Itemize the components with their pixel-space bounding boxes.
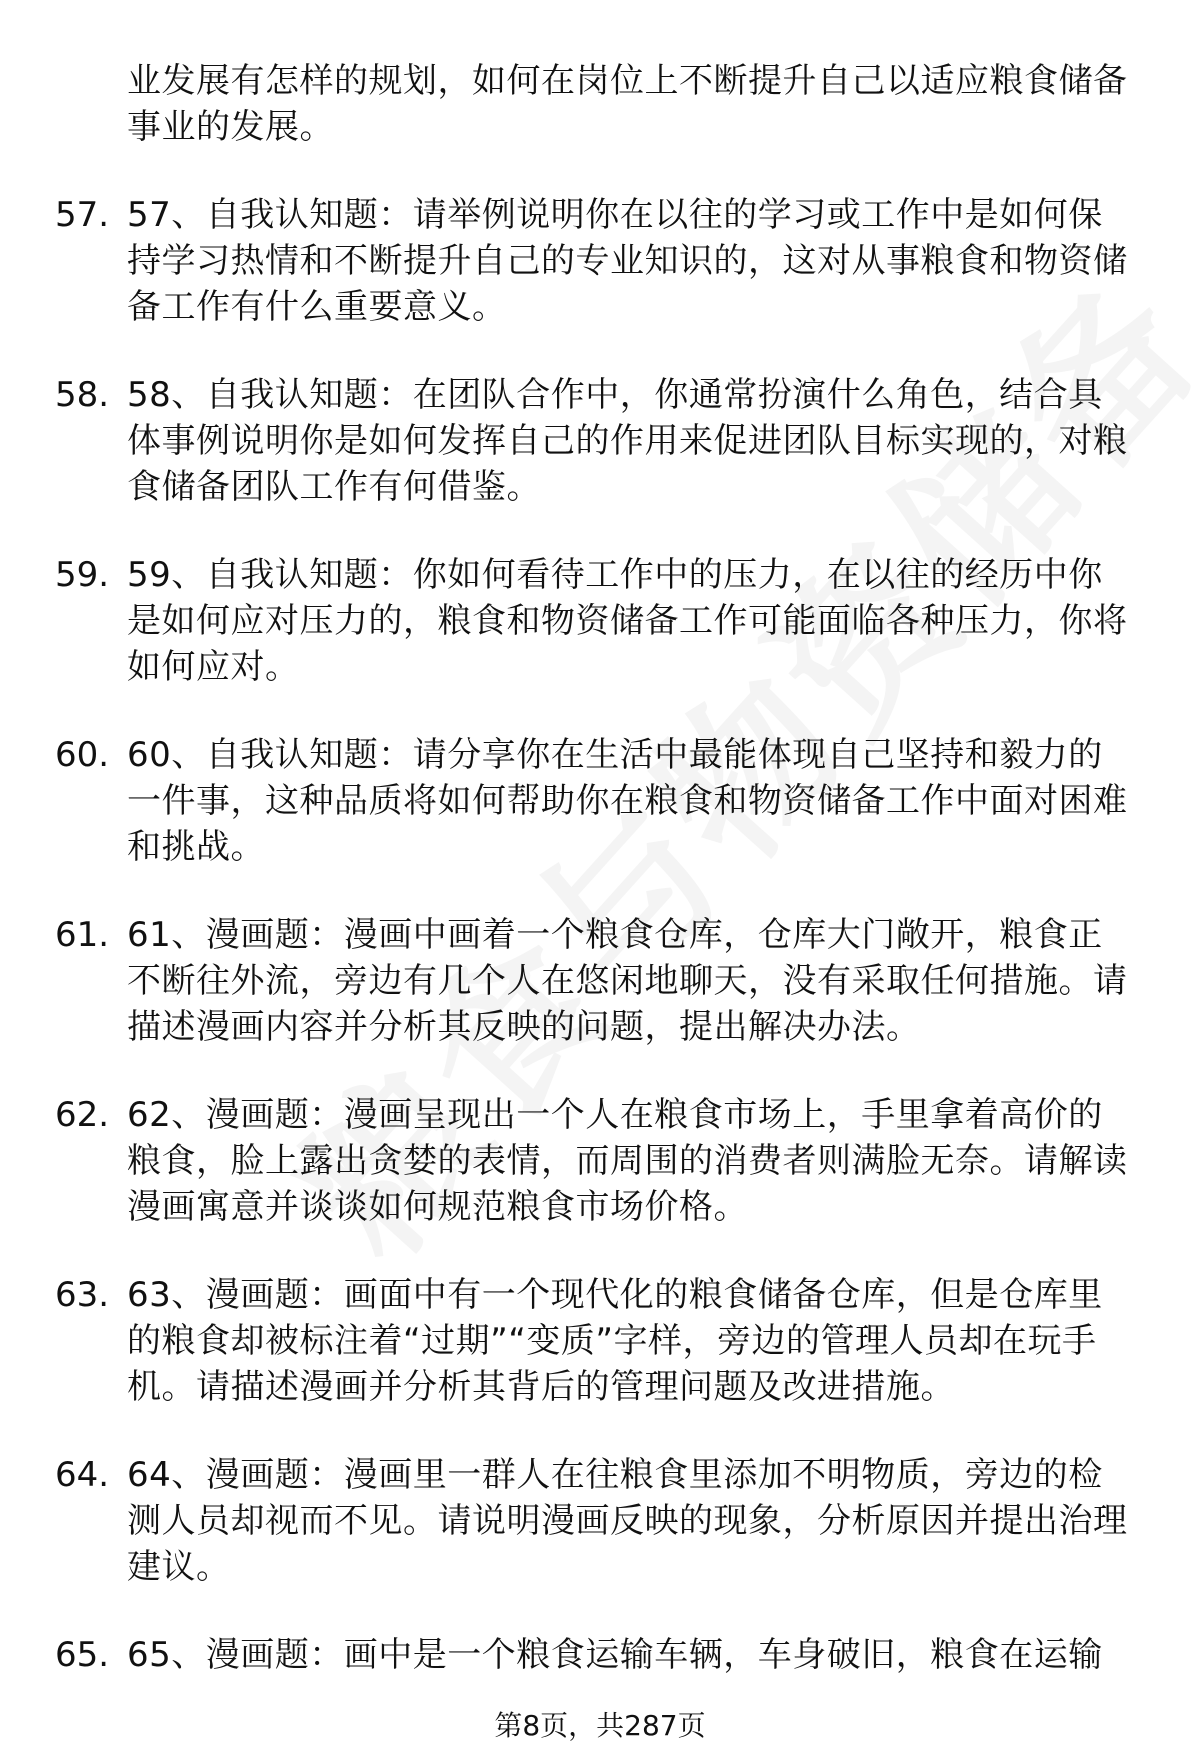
item-number: 60. — [55, 735, 110, 775]
item-text: 65、漫画题：画中是一个粮食运输车辆，车身破旧，粮食在运输 — [127, 1635, 1103, 1675]
item-number: 57. — [55, 195, 110, 235]
list-item — [0, 58, 1200, 150]
list-item — [0, 192, 1200, 330]
list-item — [0, 1632, 1200, 1678]
item-text: 63、漫画题：画面中有一个现代化的粮食储备仓库，但是仓库里的粮食却被标注着“过期”“变质”字样，旁边的管理人员却在玩手机。请描述漫画并分析其背后的管理问题及改进措施。 — [127, 1275, 1103, 1407]
item-text: 60、自我认知题：请分享你在生活中最能体现自己坚持和毅力的一件事，这种品质将如何帮助你在粮食和物资储备工作中面对困难和挑战。 — [127, 735, 1128, 867]
item-text: 61、漫画题：漫画中画着一个粮食仓库，仓库大门敞开，粮食正不断往外流，旁边有几个人在悠闲地聊天，没有采取任何措施。请描述漫画内容并分析其反映的问题，提出解决办法。 — [127, 915, 1128, 1047]
page-number-footer: 第8页，共287页 — [494, 1709, 706, 1742]
list-item — [0, 372, 1200, 510]
item-number: 65. — [55, 1635, 110, 1675]
item-number: 63. — [55, 1275, 110, 1315]
item-text: 59、自我认知题：你如何看待工作中的压力，在以往的经历中你是如何应对压力的，粮食和物资储备工作可能面临各种压力，你将如何应对。 — [127, 555, 1128, 687]
list-item — [0, 1272, 1200, 1410]
item-number: 64. — [55, 1455, 110, 1495]
item-text: 57、自我认知题：请举例说明你在以往的学习或工作中是如何保持学习热情和不断提升自己的专业知识的，这对从事粮食和物资储备工作有什么重要意义。 — [127, 195, 1128, 327]
list-item — [0, 552, 1200, 690]
item-number: 61. — [55, 915, 110, 955]
item-number: 62. — [55, 1095, 110, 1135]
list-item — [0, 1452, 1200, 1590]
question-list — [0, 58, 1200, 1720]
list-item — [0, 1092, 1200, 1230]
item-text: 业发展有怎样的规划，如何在岗位上不断提升自己以适应粮食储备事业的发展。 — [127, 61, 1128, 147]
item-text: 62、漫画题：漫画呈现出一个人在粮食市场上，手里拿着高价的粮食，脸上露出贪婪的表情，而周围的消费者则满脸无奈。请解读漫画寓意并谈谈如何规范粮食市场价格。 — [127, 1095, 1128, 1227]
item-number: 58. — [55, 375, 110, 415]
item-number: 59. — [55, 555, 110, 595]
item-text: 58、自我认知题：在团队合作中，你通常扮演什么角色，结合具体事例说明你是如何发挥自己的作用来促进团队目标实现的，对粮食储备团队工作有何借鉴。 — [127, 375, 1128, 507]
list-item — [0, 732, 1200, 870]
list-item — [0, 912, 1200, 1050]
item-text: 64、漫画题：漫画里一群人在往粮食里添加不明物质，旁边的检测人员却视而不见。请说明漫画反映的现象，分析原因并提出治理建议。 — [127, 1455, 1128, 1587]
